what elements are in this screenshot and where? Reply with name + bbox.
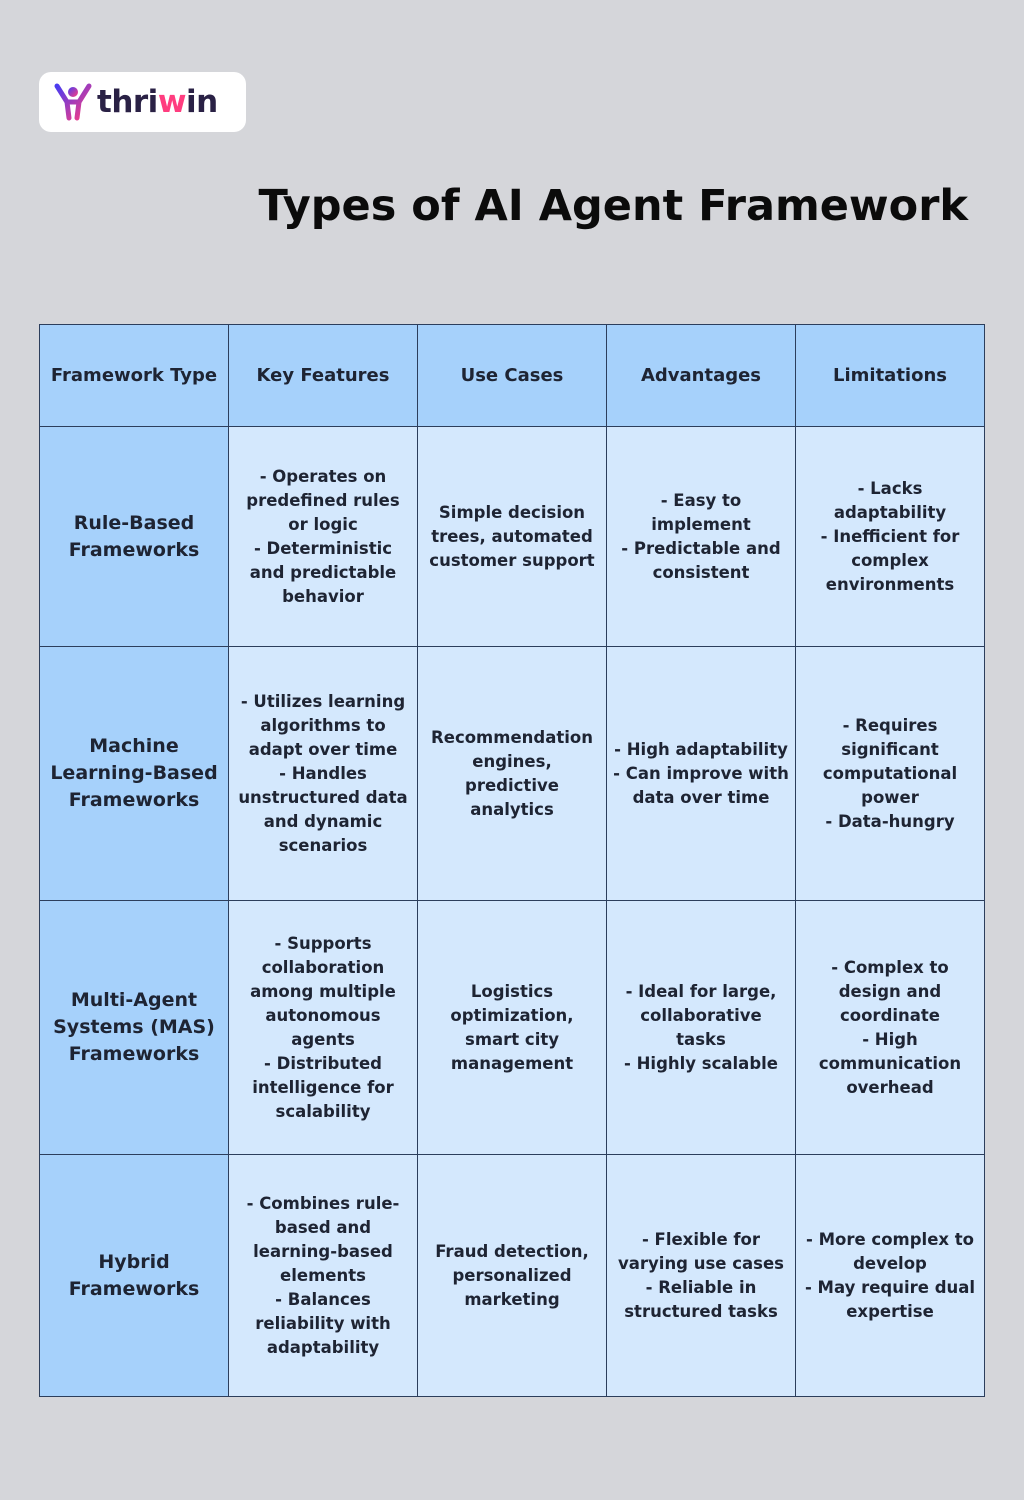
table-row <box>40 427 985 647</box>
header-framework-type: Framework Type <box>40 325 229 427</box>
use-cases-cell: Logistics optimization, smart city management <box>418 901 607 1155</box>
header-limitations: Limitations <box>796 325 985 427</box>
limitations-cell: - Complex to design and coordinate - High communication overhead <box>796 901 985 1155</box>
table-row <box>40 901 985 1155</box>
framework-type-cell: Rule-Based Frameworks <box>40 427 229 647</box>
advantages-cell: - Ideal for large, collaborative tasks - Highly scalable <box>607 901 796 1155</box>
advantages-cell: - High adaptability - Can improve with data over time <box>607 647 796 901</box>
framework-comparison-table <box>39 324 985 1397</box>
framework-type-cell: Hybrid Frameworks <box>40 1155 229 1397</box>
use-cases-cell: Recommendation engines, predictive analytics <box>418 647 607 901</box>
person-raising-arms-icon <box>53 82 93 122</box>
key-features-cell: - Operates on predefined rules or logic - Deterministic and predictable behavior <box>229 427 418 647</box>
framework-type-cell: Machine Learning-Based Frameworks <box>40 647 229 901</box>
table-row <box>40 647 985 901</box>
limitations-cell: - More complex to develop - May require dual expertise <box>796 1155 985 1397</box>
advantages-cell: - Easy to implement - Predictable and consistent <box>607 427 796 647</box>
key-features-cell: - Supports collaboration among multiple autonomous agents - Distributed intelligence for scalability <box>229 901 418 1155</box>
header-advantages: Advantages <box>607 325 796 427</box>
key-features-cell: - Utilizes learning algorithms to adapt over time - Handles unstructured data and dynamic scenarios <box>229 647 418 901</box>
key-features-cell: - Combines rule-based and learning-based elements - Balances reliability with adaptability <box>229 1155 418 1397</box>
page-title: Types of AI Agent Framework <box>258 181 968 231</box>
table-header-row <box>40 325 985 427</box>
limitations-cell: - Requires significant computational power - Data-hungry <box>796 647 985 901</box>
table-row <box>40 1155 985 1397</box>
brand-wordmark: thriwin <box>97 84 218 120</box>
advantages-cell: - Flexible for varying use cases - Reliable in structured tasks <box>607 1155 796 1397</box>
brand-logo <box>39 72 246 132</box>
header-use-cases: Use Cases <box>418 325 607 427</box>
framework-type-cell: Multi-Agent Systems (MAS) Frameworks <box>40 901 229 1155</box>
limitations-cell: - Lacks adaptability - Inefficient for complex environments <box>796 427 985 647</box>
use-cases-cell: Simple decision trees, automated customer support <box>418 427 607 647</box>
use-cases-cell: Fraud detection, personalized marketing <box>418 1155 607 1397</box>
header-key-features: Key Features <box>229 325 418 427</box>
